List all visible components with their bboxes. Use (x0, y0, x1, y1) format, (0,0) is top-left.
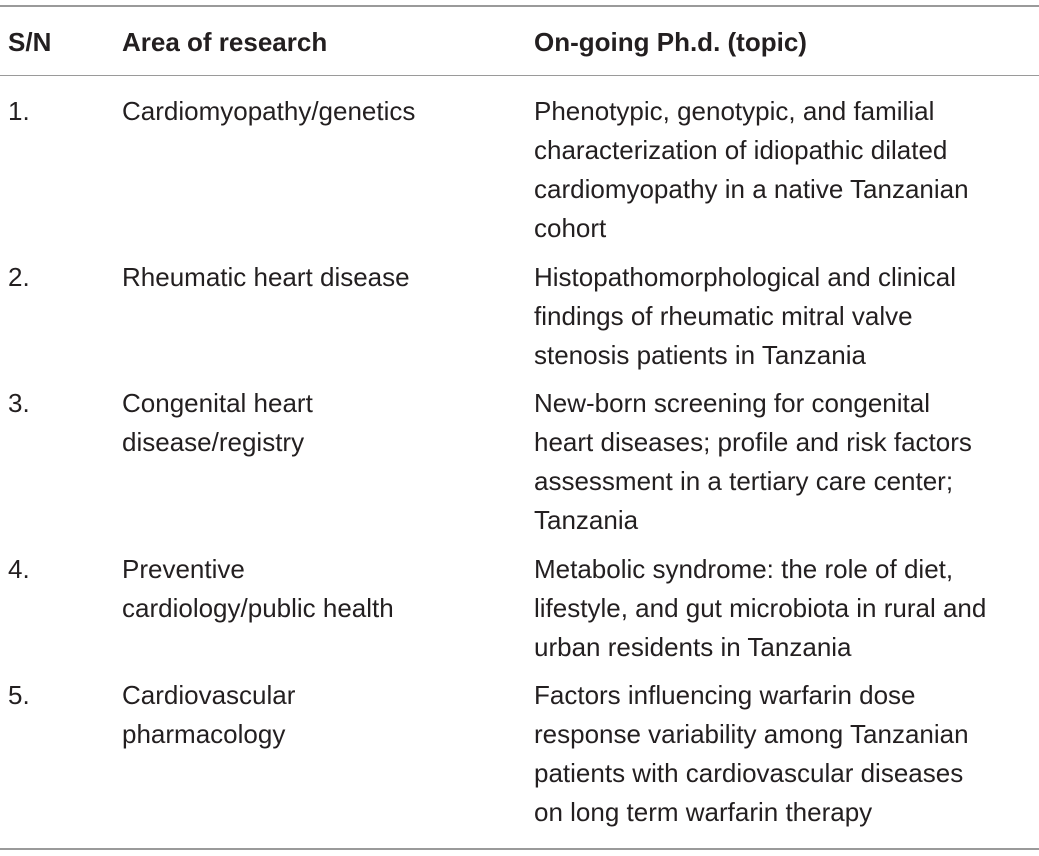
table-bottom-rule (0, 848, 1039, 850)
header-divider-rule (0, 75, 1039, 76)
row-2-area: Rheumatic heart disease (122, 262, 410, 292)
row-5-sn: 5. (8, 680, 30, 710)
table-top-rule (0, 5, 1039, 7)
row-3-sn: 3. (8, 388, 30, 418)
row-5-topic: Factors influencing warfarin dose response variability among Tanzanian patients with cardiovascular diseases on long term warfarin therapy (534, 680, 969, 827)
row-2-sn: 2. (8, 262, 30, 292)
row-1-area: Cardiomyopathy/genetics (122, 96, 416, 126)
row-3-topic: New-born screening for congenital heart diseases; profile and risk factors assessment in a tertiary care center; Tanzania (534, 388, 972, 535)
row-1-sn: 1. (8, 96, 30, 126)
row-4-topic: Metabolic syndrome: the role of diet, lifestyle, and gut microbiota in rural and urban residents in Tanzania (534, 554, 987, 662)
row-2-topic: Histopathomorphological and clinical findings of rheumatic mitral valve stenosis patients in Tanzania (534, 262, 957, 370)
row-5-area: Cardiovascular pharmacology (122, 680, 296, 749)
header-area: Area of research (122, 27, 328, 57)
row-4-sn: 4. (8, 554, 30, 584)
header-topic: On-going Ph.d. (topic) (534, 27, 807, 57)
header-sn: S/N (8, 27, 52, 57)
row-3-area: Congenital heart disease/registry (122, 388, 313, 457)
row-1-topic: Phenotypic, genotypic, and familial characterization of idiopathic dilated cardiomyopathy in a native Tanzanian cohort (534, 96, 969, 243)
row-4-area: Preventive cardiology/public health (122, 554, 394, 623)
